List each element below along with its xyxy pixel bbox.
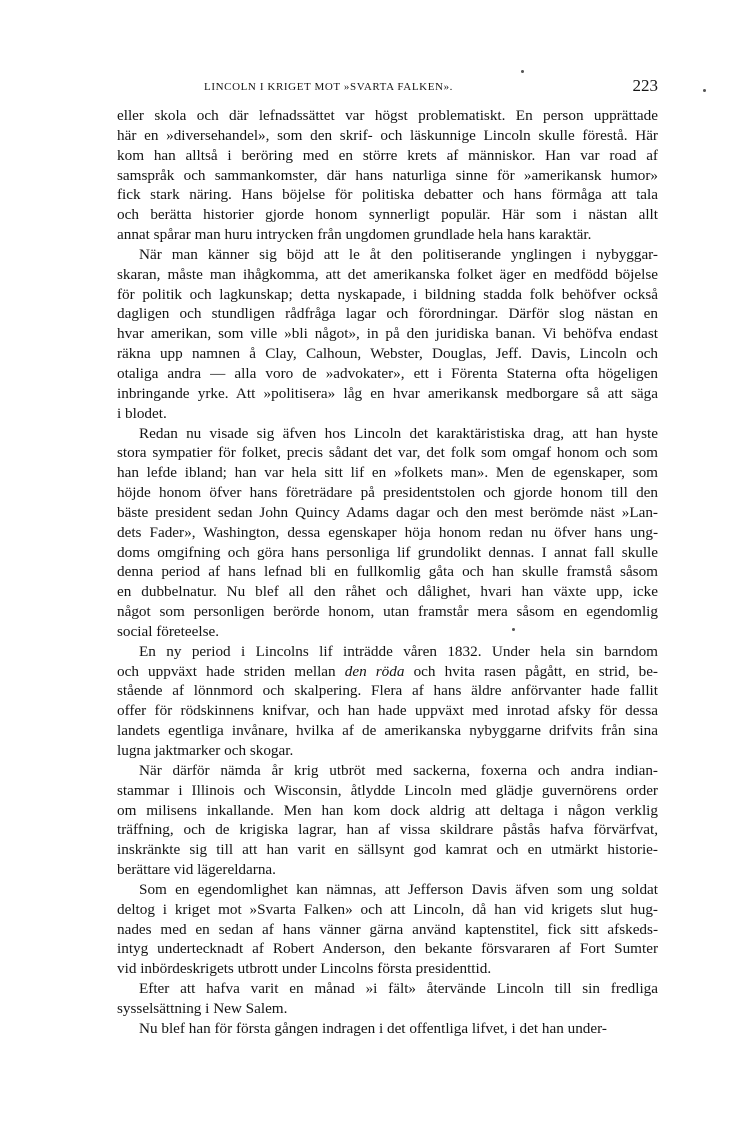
text-line: otaliga andra — alla voro de »advokater», ett i Förenta Staterna ofta högeligen [117, 364, 658, 382]
text-line: berättare vid lägereldarna. [117, 861, 276, 879]
text-line: social företeelse. [117, 622, 220, 640]
text-line: offer för rödskinnens knifvar, och han hade uppväxt med inrotad afsky för dessa [117, 702, 658, 720]
text-line: eller skola och där lefnadssättet var högst problematiskt. En person upprättade [117, 107, 658, 124]
paragraph [117, 1019, 658, 1039]
body-text [117, 106, 658, 1039]
text-line: något som personligen berörde honom, utan framstår mera såsom en egendomlig [117, 603, 658, 621]
paragraph [117, 880, 658, 979]
text-line: lugna jaktmarker och skogar. [117, 742, 294, 759]
text-line: i blodet. [117, 404, 167, 422]
text-line: sysselsättning i New Salem. [117, 999, 288, 1017]
text-line: fick stark näring. Hans böjelse för politiska debatter och hans förmåga att tala [117, 186, 658, 204]
running-title: LINCOLN I KRIGET MOT »SVARTA FALKEN». [204, 81, 454, 93]
text-line: stammar i Illinois och Wisconsin, åtlydde Lincoln med glädje guvernörens order [117, 781, 658, 799]
text-line: stående af lönnmord och skalpering. Flera af hans äldre anförvanter hade fallit [117, 682, 658, 700]
text-line: annat spårar man huru intrycken från ungdomen grundlade hela hans karaktär. [117, 226, 592, 244]
text-line: Efter att hafva varit en månad »i fält» återvände Lincoln till sin fredliga [139, 980, 658, 998]
text-line: dets Fader», Washington, dessa egenskaper höja honom redan nu öfver hans ung- [117, 523, 658, 541]
text-line: doms omgifning och göra hans personliga lif grundolikt dennas. I annat fall skulle [117, 543, 658, 561]
page-number: 223 [632, 76, 658, 95]
text-line: och uppväxt hade striden mellan den röda och hvita rasen pågått, en strid, be- [117, 662, 658, 680]
text-line: kom han alltså i beröring med en större krets af människor. Han var road af [117, 146, 658, 164]
text-line: samspråk och sammankomster, där hans naturliga sinne för »amerikansk humor» [117, 166, 658, 184]
text-line: skaran, måste man ihågkomma, att det amerikanska folket äger en medfödd böjelse [117, 265, 658, 283]
paragraph [117, 245, 658, 424]
text-line: om milisens inkallande. Men han kom dock aldrig att deltaga i någon verklig [117, 801, 658, 819]
text-line: träffning, och de krigiska lagrar, han af vissa skildrare påstås hafva förvärfvat, [117, 821, 658, 839]
ink-speck [703, 89, 706, 92]
paragraph [117, 761, 658, 880]
ink-speck [521, 70, 524, 73]
text-line: denna period af hans lefnad bli en fullkomlig gåta och han skulle framstå såsom [117, 563, 658, 581]
text-line: hvar amerikan, som ville »bli något», in på den juridiska banan. Vi behöfva endast [117, 325, 658, 343]
text-line: När därför nämda år krig utbröt med sackerna, foxerna och andra indian- [139, 761, 658, 779]
text-line: och berätta historier gjorde honom synnerligt populär. Här som i nästan allt [117, 206, 658, 224]
text-line: inskränkte sig till att han varit en sällsynt god kamrat och en utmärkt historie- [117, 841, 658, 859]
text-line: räkna upp namnen å Clay, Calhoun, Webster, Douglas, Jeff. Davis, Lincoln och [117, 345, 658, 363]
text-line: en dubbelnatur. Nu blef all den råhet och dålighet, hvari han växte upp, icke [117, 583, 658, 601]
text-line: landets egentliga invånare, hvilka af de amerikanska nybyggarne drifvits från sina [117, 722, 658, 740]
paragraph [117, 642, 658, 761]
text-line: dagligen och stundligen rådfråga lagar och förordningar. Därför slog nästan en [117, 305, 658, 323]
text-line: När man känner sig böjd att le åt den politiserande ynglingen i nybyggar- [139, 245, 658, 263]
text-line: nades med en sedan af hans vänner gärna använd kaptenstitel, fick sitt afskeds- [117, 920, 658, 938]
text-line: deltog i kriget mot »Svarta Falken» och att Lincoln, då han vid krigets slut hug- [117, 900, 658, 918]
text-line: Nu blef han för första gången indragen i det offentliga lifvet, i det han under- [139, 1019, 607, 1037]
text-line: En ny period i Lincolns lif inträdde våren 1832. Under hela sin barndom [139, 642, 658, 660]
text-line: han lefde ibland; han var hela sitt lif en »folkets man». Men de egenskaper, som [117, 464, 658, 482]
text-line: stora sympatier för folket, precis sådant det var, det folk som omgaf honom och som [117, 444, 658, 462]
text-line: för politik och lagkunskap; detta nyskapade, i bildning stadda folk behöfver också [117, 285, 658, 303]
text-line: Som en egendomlighet kan nämnas, att Jefferson Davis äfven som ung soldat [139, 880, 658, 898]
text-line: höjde honom öfver hans företrädare på presidentstolen och gjorde honom till den [117, 484, 658, 502]
paragraph [117, 424, 658, 642]
text-line: vid inbördeskrigets utbrott under Lincolns första presidenttid. [117, 960, 492, 978]
text-line: intyg undertecknadt af Robert Anderson, den bekante försvararen af Fort Sumter [117, 940, 658, 958]
text-line: bäste president sedan John Quincy Adams dagar och den mest berömde näst »Lan- [117, 503, 658, 521]
text-line: Redan nu visade sig äfven hos Lincoln det karaktäristiska drag, att han hyste [139, 424, 658, 442]
text-line: inbringande yrke. Att »politisera» låg en hvar amerikansk medborgare så att säga [117, 384, 658, 402]
paragraph [117, 979, 658, 1019]
page-header [118, 72, 658, 102]
text-line: här en »diversehandel», som den skrif- och läskunnige Lincoln skulle förestå. Här [117, 126, 658, 144]
emphasis: den röda [344, 662, 405, 680]
paragraph [117, 106, 658, 245]
